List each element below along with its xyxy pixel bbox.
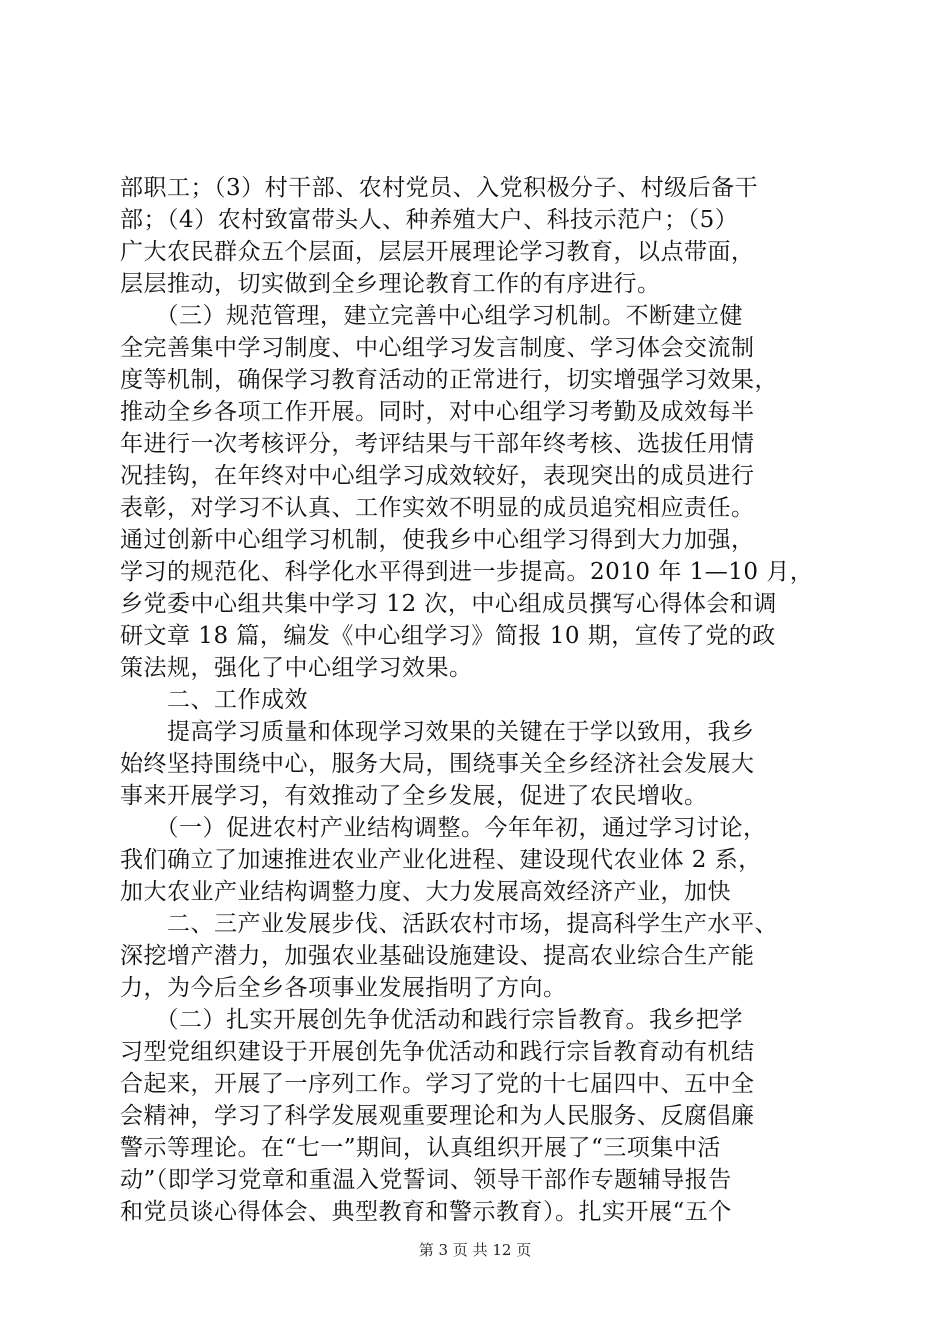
text-line: （一）促进农村产业结构调整。今年年初，通过学习讨论，	[120, 815, 767, 841]
text-line: 力，为今后全乡各项事业发展指明了方向。	[120, 975, 567, 1001]
text-line: 推动全乡各项工作开展。同时，对中心组学习考勤及成效每半	[120, 399, 755, 425]
text-line: 始终坚持围绕中心，服务大局，围绕事关全乡经济社会发展大	[120, 751, 755, 777]
text-line: 广大农民群众五个层面，层层开展理论学习教育，以点带面，	[120, 239, 755, 265]
text-line: 层层推动，切实做到全乡理论教育工作的有序进行。	[120, 271, 661, 297]
text-line: 研文章 18 篇，编发《中心组学习》简报 10 期，宣传了党的政	[120, 623, 776, 649]
text-line: （三）规范管理，建立完善中心组学习机制。不断建立健	[120, 303, 743, 329]
text-line: 和党员谈心得体会、典型教育和警示教育）。扎实开展“五个	[120, 1199, 732, 1225]
text-line: 深挖增产潜力，加强农业基础设施建设、提高农业综合生产能	[120, 943, 755, 969]
text-line: 通过创新中心组学习机制，使我乡中心组学习得到大力加强，	[120, 527, 755, 553]
text-line: 学习的规范化、科学化水平得到进一步提高。2010 年 1—10 月，	[120, 559, 814, 585]
text-line: 警示等理论。在“七一”期间，认真组织开展了“三项集中活	[120, 1135, 721, 1161]
text-line: 表彰，对学习不认真、工作实效不明显的成员追究相应责任。	[120, 495, 755, 521]
text-line: 部；（4）农村致富带头人、种养殖大户、科技示范户；（5）	[120, 207, 739, 233]
text-line: 年进行一次考核评分，考评结果与干部年终考核、选拔任用情	[120, 431, 755, 457]
text-line: 我们确立了加速推进农业产业化进程、建设现代农业体 2 系，	[120, 847, 762, 873]
text-line: 乡党委中心组共集中学习 12 次，中心组成员撰写心得体会和调	[120, 591, 777, 617]
text-line: 部职工；（3）村干部、农村党员、入党积极分子、村级后备干	[120, 175, 759, 201]
text-line: 度等机制，确保学习教育活动的正常进行，切实增强学习效果，	[120, 367, 778, 393]
text-line: 二、三产业发展步伐、活跃农村市场，提高科学生产水平、	[120, 911, 778, 937]
text-line: 提高学习质量和体现学习效果的关键在于学以致用，我乡	[120, 719, 755, 745]
text-line: 合起来，开展了一序列工作。学习了党的十七届四中、五中全	[120, 1071, 755, 1097]
text-line: 习型党组织建设于开展创先争优活动和践行宗旨教育动有机结	[120, 1039, 755, 1065]
text-line: 全完善集中学习制度、中心组学习发言制度、学习体会交流制	[120, 335, 755, 361]
document-body	[120, 172, 840, 1228]
text-line: 动”（即学习党章和重温入党誓词、领导干部作专题辅导报告	[120, 1167, 732, 1193]
text-line: （二）扎实开展创先争优活动和践行宗旨教育。我乡把学	[120, 1007, 743, 1033]
text-line: 况挂钩，在年终对中心组学习成效较好，表现突出的成员进行	[120, 463, 755, 489]
page-number-footer: 第 3 页 共 12 页	[418, 1241, 532, 1259]
text-line: 策法规，强化了中心组学习效果。	[120, 655, 473, 681]
text-line: 会精神，学习了科学发展观重要理论和为人民服务、反腐倡廉	[120, 1103, 755, 1129]
section-heading: 二、工作成效	[120, 687, 308, 713]
text-line: 事来开展学习，有效推动了全乡发展，促进了农民增收。	[120, 783, 708, 809]
text-line: 加大农业产业结构调整力度、大力发展高效经济产业，加快	[120, 879, 731, 905]
